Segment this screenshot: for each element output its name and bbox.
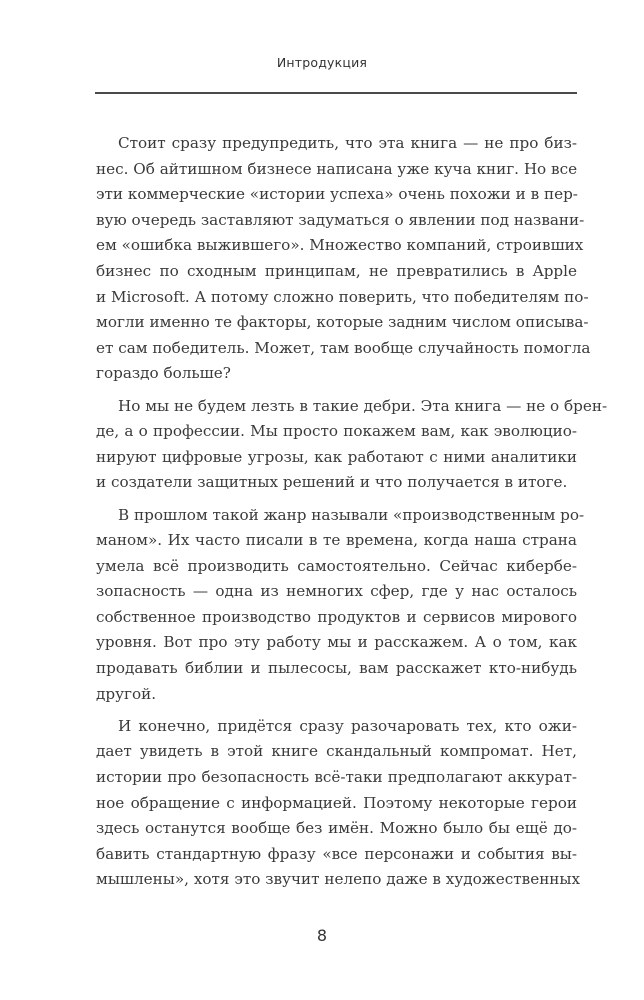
text-line: Стоит сразу предупредить, что эта книга — не про биз-: [118, 134, 577, 152]
text-line: ем «ошибка выжившего». Множество компаний, строивших: [96, 236, 584, 255]
header-rule: [95, 92, 577, 94]
text-line: Но мы не будем лезть в такие дебри. Эта книга — не о брен-: [118, 396, 608, 415]
text-line: дает увидеть в этой книге скандальный компромат. Нет,: [96, 742, 577, 761]
text-line: В прошлом такой жанр называли «производственным ро-: [118, 505, 585, 524]
text-line: эти коммерческие «истории успеха» очень похожи и в пер-: [96, 185, 578, 204]
paragraph: [96, 714, 581, 893]
body-text: [96, 131, 608, 900]
running-head: Интродукция: [276, 55, 368, 70]
text-line: истории про безопасность всё-таки предполагают аккурат-: [96, 768, 577, 787]
text-line: бавить стандартную фразу «все персонажи и события вы-: [96, 844, 577, 863]
page-number: 8: [316, 926, 328, 945]
text-line: мышлены», хотя это звучит нелепо даже в художественных: [96, 870, 581, 889]
text-line: гораздо больше?: [96, 364, 231, 383]
text-line: зопасность — одна из немногих сфер, где у нас осталось: [96, 582, 577, 601]
paragraph: [96, 503, 585, 708]
text-line: де, а о профессии. Мы просто покажем вам, как эволюцио-: [96, 422, 577, 441]
text-line: нес. Об айтишном бизнесе написана уже куча книг. Но все: [96, 159, 578, 178]
text-line: и Microsoft. А потому сложно поверить, что победителям по-: [96, 287, 589, 306]
paragraph: [96, 131, 591, 387]
text-line: умела всё производить самостоятельно. Сейчас кибербе-: [96, 556, 577, 575]
text-line: ет сам победитель. Может, там вообще случайность помогла: [96, 338, 591, 357]
text-line: другой.: [96, 684, 157, 703]
paragraph: [96, 394, 608, 496]
text-line: собственное производство продуктов и сервисов мирового: [96, 607, 577, 626]
text-line: здесь останутся вообще без имён. Можно было бы ещё до-: [96, 819, 577, 838]
text-line: уровня. Вот про эту работу мы и расскажем. А о том, как: [96, 633, 577, 652]
text-line: вую очередь заставляют задуматься о явлении под названи-: [96, 210, 585, 229]
text-line: бизнес по сходным принципам, не превратились в Apple: [96, 261, 577, 280]
text-line: продавать библии и пылесосы, вам расскажет кто-нибудь: [96, 659, 577, 678]
text-line: И конечно, придётся сразу разочаровать тех, кто ожи-: [118, 716, 577, 735]
text-line: и создатели защитных решений и что получается в итоге.: [96, 473, 568, 492]
text-line: могли именно те факторы, которые задним числом описыва-: [96, 313, 589, 332]
text-line: маном». Их часто писали в те времена, когда наша страна: [96, 531, 577, 550]
text-line: нируют цифровые угрозы, как работают с ними аналитики: [96, 447, 577, 466]
text-line: ное обращение с информацией. Поэтому некоторые герои: [96, 793, 577, 812]
